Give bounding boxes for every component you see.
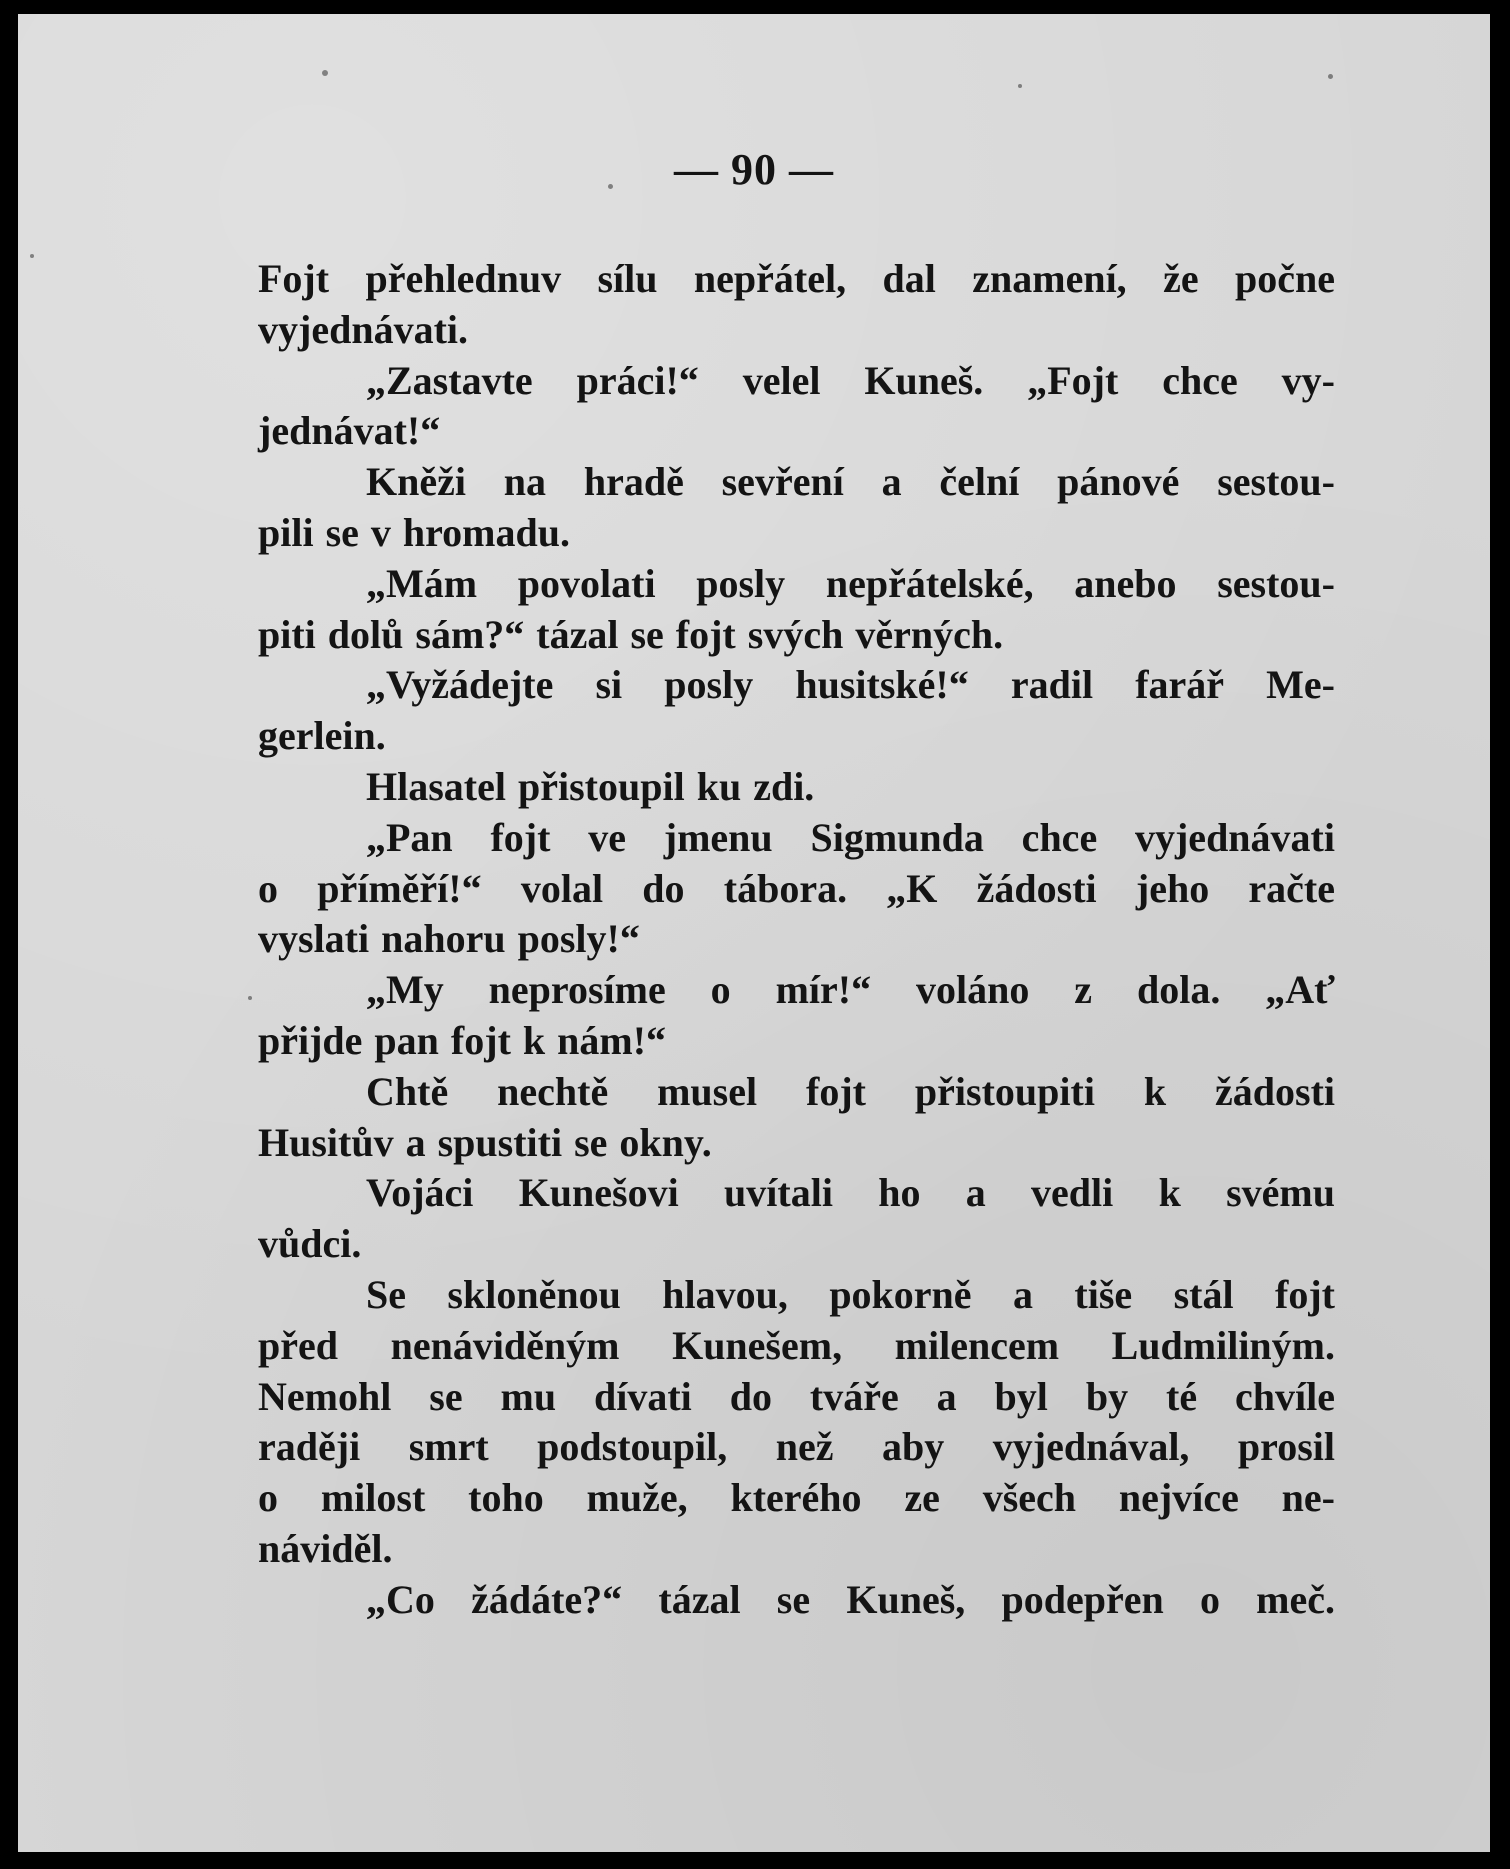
text-line: jednávat!“ [258, 408, 441, 454]
text-line: náviděl. [258, 1525, 393, 1571]
text-line: Hlasatel přistoupil ku zdi. [366, 763, 815, 809]
page-number: — 90 — [674, 145, 834, 194]
text-line: Fojt přehlednuv sílu nepřátel, dal znamení, že počne [258, 256, 1335, 301]
scan-speck [248, 996, 252, 1000]
text-line: přijde pan fojt k nám!“ [258, 1017, 667, 1063]
text-line: raději smrt podstoupil, než aby vyjednával, prosil [258, 1424, 1335, 1470]
scan-speck [608, 184, 613, 189]
text-line: Husitův a spustiti se okny. [258, 1119, 712, 1165]
scanned-page [18, 14, 1490, 1852]
text-line: „Mám povolati posly nepřátelské, anebo sestou- [366, 560, 1335, 606]
text-line: Chtě nechtě musel fojt přistoupiti k žádosti [366, 1068, 1335, 1114]
text-line: piti dolů sám?“ tázal se fojt svých věrných. [258, 611, 1004, 657]
text-line: o milost toho muže, kterého ze všech nejvíce ne- [258, 1475, 1335, 1521]
text-line: o příměří!“ volal do tábora. „K žádosti jeho račte [258, 865, 1335, 911]
scan-speck [1018, 84, 1022, 88]
scan-speck [322, 70, 328, 76]
text-line: gerlein. [258, 713, 386, 759]
text-line: „My neprosíme o mír!“ voláno z dola. „Ať [366, 967, 1335, 1013]
text-line: „Zastavte práci!“ velel Kuneš. „Fojt chce vy- [366, 357, 1335, 403]
text-line: Nemohl se mu dívati do tváře a byl by té chvíle [258, 1373, 1335, 1419]
text-line: pili se v hromadu. [258, 509, 570, 555]
text-line: Se skloněnou hlavou, pokorně a tiše stál fojt [366, 1271, 1335, 1317]
text-line: vyslati nahoru posly!“ [258, 916, 640, 962]
text-line: Vojáci Kunešovi uvítali ho a vedli k svému [366, 1170, 1335, 1216]
text-line: před nenáviděným Kunešem, milencem Ludmiliným. [258, 1322, 1335, 1368]
text-line: vyjednávati. [258, 306, 468, 352]
text-line: Kněži na hradě sevření a čelní pánové sestou- [366, 459, 1335, 505]
scan-speck [1328, 74, 1333, 79]
body-text [258, 254, 1335, 1626]
text-line: vůdci. [258, 1221, 362, 1267]
text-line: „Pan fojt ve jmenu Sigmunda chce vyjednávati [366, 814, 1335, 860]
scan-speck [30, 254, 34, 258]
text-line: „Vyžádejte si posly husitské!“ radil farář Me- [366, 662, 1335, 708]
text-line: „Co žádáte?“ tázal se Kuneš, podepřen o meč. [366, 1576, 1335, 1622]
